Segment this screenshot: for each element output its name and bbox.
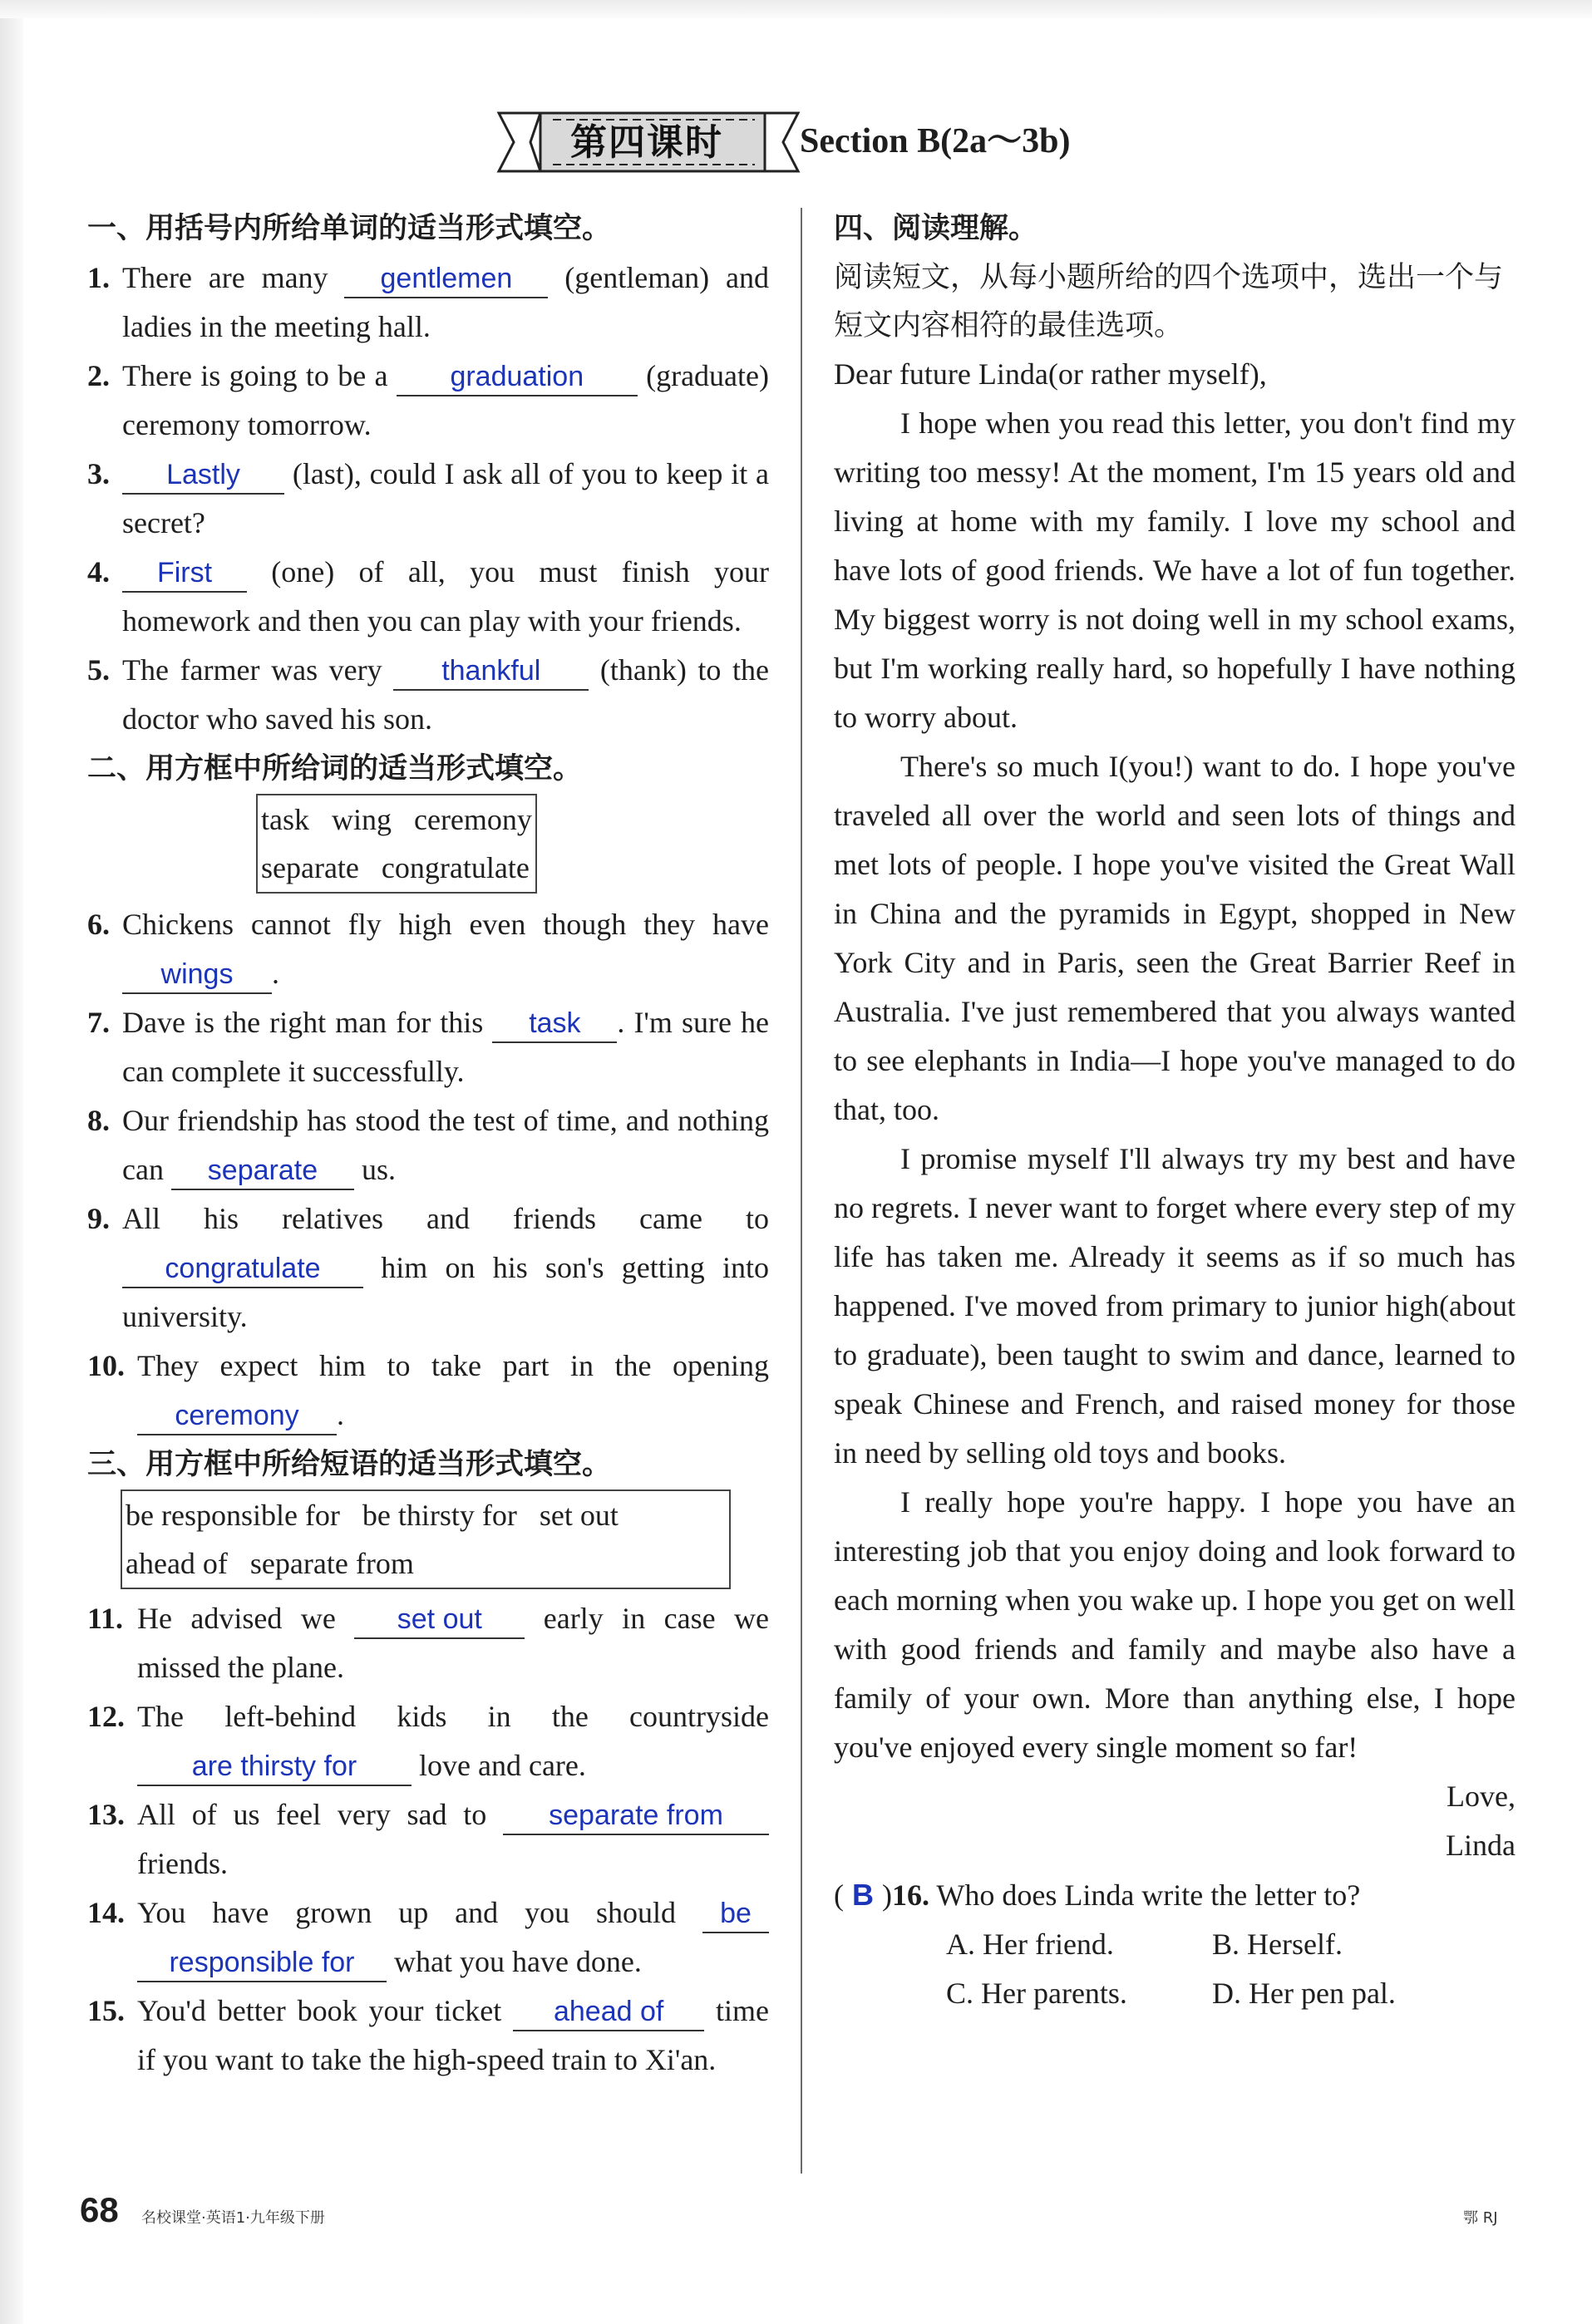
- answer-blank[interactable]: gentlemen: [344, 260, 548, 298]
- question-text: There are many: [122, 261, 328, 294]
- option-c[interactable]: C. Her parents.: [946, 1977, 1127, 2010]
- question-number: 6.: [87, 908, 110, 941]
- question-text: (last), could I ask all of you to keep it a secret?: [122, 457, 770, 539]
- question-2: [87, 352, 769, 450]
- question-text: Chickens cannot fly high even though they have: [122, 908, 769, 941]
- letter-salutation: Dear future Linda(or rather myself),: [834, 357, 1267, 391]
- question-text: him on his son's getting into university.: [122, 1251, 769, 1333]
- word-box-frame: [256, 794, 537, 894]
- question-9: [87, 1194, 769, 1342]
- question-number: 5.: [87, 653, 110, 687]
- letter-closing: Love,: [1447, 1780, 1516, 1813]
- letter-paragraph: I promise myself I'll always try my best and have no regrets. I never want to forget where every step of my life has taken me. Already it seems as if so much has happened. I've moved from primary to junior high(about to graduate), been taught to swim and dance, learned to speak Chinese and French, and raised money for those in need by selling old toys and books.: [834, 1142, 1516, 1470]
- part1-heading: 一、用括号内所给单词的适当形式填空。: [87, 212, 612, 245]
- question-text: .: [272, 957, 279, 990]
- section-title: Section B(2a～3b): [800, 122, 1071, 160]
- question-text: love and care.: [419, 1749, 586, 1782]
- question-number: 1.: [87, 261, 110, 294]
- question-7: [87, 998, 769, 1096]
- lesson-header: [490, 98, 1122, 190]
- question-number: 12.: [87, 1700, 125, 1733]
- answer-blank[interactable]: responsible for: [137, 1944, 387, 1982]
- answer-blank[interactable]: be: [702, 1895, 769, 1933]
- question-text: what you have done.: [394, 1945, 642, 1978]
- question-text: The left-behind kids in the countryside: [137, 1700, 769, 1733]
- question-number: 15.: [87, 1994, 125, 2027]
- question-1: [87, 254, 769, 352]
- answer-choice[interactable]: B: [852, 1878, 874, 1912]
- question-number: 11.: [87, 1602, 124, 1635]
- question-14: [87, 1888, 769, 1987]
- question-4: [87, 548, 769, 646]
- letter-signature: Linda: [1446, 1829, 1516, 1862]
- question-text: Who does Linda write the letter to?: [936, 1878, 1361, 1912]
- question-text: time if you want to take the high-speed train to Xi'an.: [137, 1994, 770, 2076]
- question-number: 14.: [87, 1896, 125, 1929]
- question-12: [87, 1692, 769, 1790]
- word-box: [256, 794, 769, 894]
- question-text: There is going to be a: [122, 359, 388, 392]
- question-text: .: [337, 1398, 344, 1431]
- question-6: [87, 900, 769, 998]
- word-box-row: task wing ceremony: [261, 803, 532, 836]
- question-number: 9.: [87, 1202, 110, 1235]
- letter-paragraph: There's so much I(you!) want to do. I hope you've traveled all over the world and seen lots of things and met lots of people. I hope you've visited the Great Wall in China and the pyramids in Egypt, shopped in New York City and in Paris, seen the Great Barrier Reef in Australia. I've just remembered that you always wanted to see elephants in India—I hope you've managed to do that, too.: [834, 750, 1516, 1126]
- right-column: [834, 204, 1516, 2018]
- question-text: (thank) to the doctor who saved his son.: [122, 653, 769, 736]
- word-box-row: separate congratulate: [261, 851, 530, 884]
- question-number: 2.: [87, 359, 110, 392]
- phrase-box: [121, 1489, 731, 1589]
- left-column: [87, 204, 769, 2085]
- question-16: [834, 1870, 1516, 1920]
- answer-blank[interactable]: Lastly: [122, 456, 284, 495]
- answer-blank[interactable]: separate from: [503, 1797, 769, 1835]
- question-10: [87, 1342, 769, 1440]
- option-a[interactable]: A. Her friend.: [946, 1928, 1114, 1961]
- option-d[interactable]: D. Her pen pal.: [1212, 1977, 1396, 2010]
- answer-blank[interactable]: task: [492, 1005, 617, 1043]
- letter-paragraph: I really hope you're happy. I hope you have an interesting job that you enjoy doing and look forward to each morning when you wake up. I hope you get on well with good friends and family and maybe also have a family of your own. More than anything else, I hope you've enjoyed every single moment so far!: [834, 1485, 1516, 1764]
- question-5: [87, 646, 769, 744]
- question-11: [87, 1594, 769, 1692]
- edition-label: 鄂 RJ: [1463, 2209, 1498, 2227]
- question-number: 16.: [892, 1878, 929, 1912]
- part3-heading: 三、用方框中所给短语的适当形式填空。: [87, 1448, 612, 1481]
- question-13: [87, 1790, 769, 1888]
- question-number: 8.: [87, 1104, 110, 1137]
- answer-blank[interactable]: ahead of: [513, 1993, 704, 2031]
- question-text: The farmer was very: [122, 653, 382, 687]
- question-3: [87, 450, 769, 548]
- question-number: 4.: [87, 555, 110, 588]
- question-text: friends.: [137, 1847, 228, 1880]
- part2-heading: 二、用方框中所给词的适当形式填空。: [87, 752, 583, 785]
- answer-blank[interactable]: are thirsty for: [137, 1748, 412, 1786]
- scan-edge: [0, 0, 23, 2324]
- question-text: us.: [361, 1153, 396, 1186]
- answer-paren: ): [882, 1878, 892, 1912]
- book-title: 名校课堂·英语1·九年级下册: [141, 2209, 325, 2227]
- column-divider: [801, 208, 802, 2174]
- question-text: You have grown up and you should: [137, 1896, 677, 1929]
- scan-edge: [0, 0, 1592, 18]
- answer-blank[interactable]: set out: [354, 1601, 525, 1639]
- question-text: early in case we missed the plane.: [137, 1602, 770, 1684]
- answer-blank[interactable]: congratulate: [122, 1250, 363, 1288]
- question-text: (gentleman) and ladies in the meeting hall.: [122, 261, 769, 343]
- question-text: He advised we: [137, 1602, 336, 1635]
- page-number: 68: [80, 2190, 119, 2229]
- letter-paragraph: I hope when you read this letter, you don't find my writing too messy! At the moment, I'm 15 years old and living at home with my family. I love my school and have lots of good friends. We have a lot of fun together. My biggest worry is not doing well in my school exams, but I'm working really hard, so hopefully I have nothing to worry about.: [834, 406, 1516, 734]
- phrase-box-row: be responsible for be thirsty for set out: [126, 1499, 619, 1532]
- lesson-title: 第四课时: [570, 121, 723, 164]
- question-number: 13.: [87, 1798, 125, 1831]
- answer-blank[interactable]: graduation: [397, 358, 638, 396]
- answer-paren: (: [834, 1878, 844, 1912]
- answer-blank[interactable]: wings: [122, 956, 272, 994]
- answer-blank[interactable]: ceremony: [137, 1397, 337, 1435]
- answer-blank[interactable]: thankful: [393, 652, 589, 691]
- answer-blank[interactable]: separate: [171, 1152, 354, 1190]
- question-15: [87, 1987, 769, 2085]
- question-text: Dave is the right man for this: [122, 1006, 484, 1039]
- question-text: All of us feel very sad to: [137, 1798, 487, 1831]
- option-b[interactable]: B. Herself.: [1212, 1928, 1343, 1961]
- answer-options: [834, 1920, 1516, 2018]
- question-text: They expect him to take part in the opening: [137, 1349, 769, 1382]
- phrase-box-row: ahead of separate from: [126, 1547, 414, 1580]
- reading-instructions: 阅读短文，从每小题所给的四个选项中，选出一个与短文内容相符的最佳选项。: [834, 261, 1504, 342]
- question-text: You'd better book your ticket: [137, 1994, 502, 2027]
- question-text: All his relatives and friends came to: [122, 1202, 769, 1235]
- question-number: 7.: [87, 1006, 110, 1039]
- part4-heading: 四、阅读理解。: [834, 212, 1038, 245]
- question-number: 10.: [87, 1349, 125, 1382]
- question-text: (graduate) ceremony tomorrow.: [122, 359, 769, 441]
- question-text: . I'm sure he can complete it successfully.: [122, 1006, 769, 1088]
- question-number: 3.: [87, 457, 110, 490]
- answer-blank[interactable]: First: [122, 554, 247, 593]
- question-text: (one) of all, you must finish your homework and then you can play with your friends.: [122, 555, 769, 638]
- question-text: Our friendship has stood the test of time, and nothing can: [122, 1104, 769, 1186]
- question-8: [87, 1096, 769, 1194]
